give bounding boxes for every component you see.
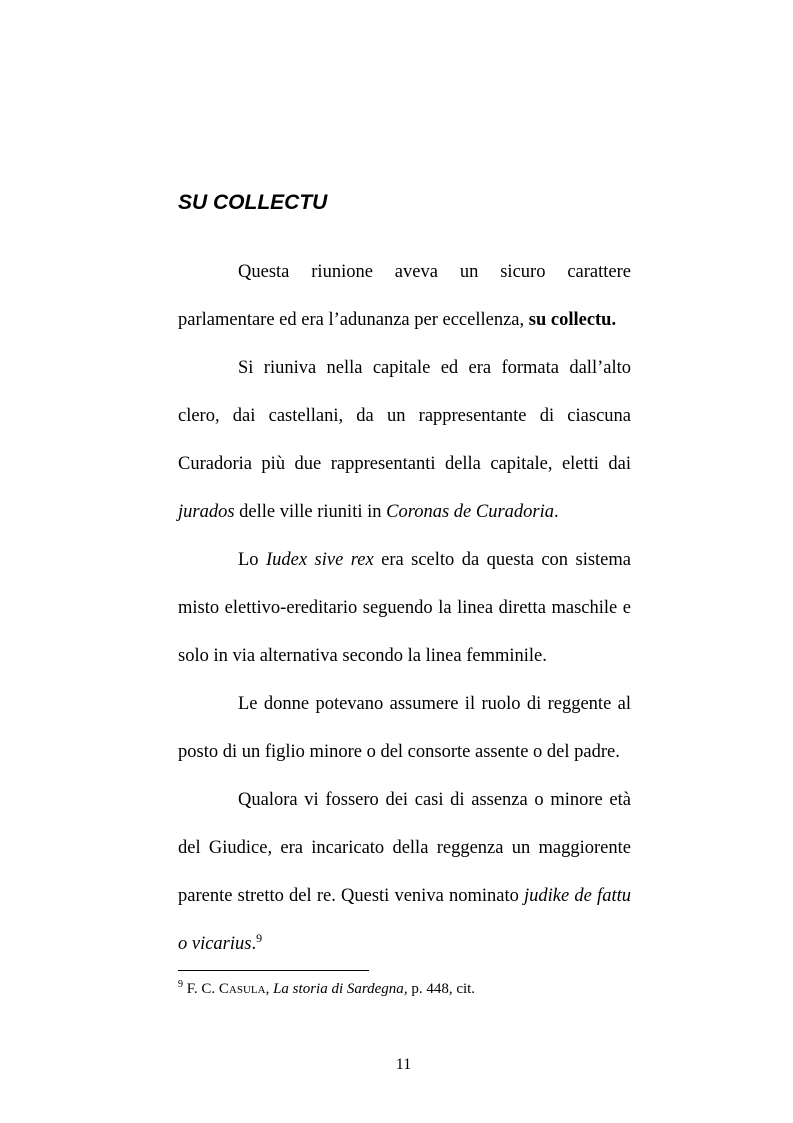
footnote-separator: [178, 970, 369, 971]
paragraph-text: era scelto da questa con sistema misto elettivo-ereditario seguendo la linea diretta maschile e solo in via alternativa secondo la linea femminile.: [178, 550, 631, 666]
paragraph-text: .: [251, 934, 257, 954]
footnote-number: 9: [178, 979, 183, 990]
paragraph-2: [178, 344, 631, 536]
paragraph-5: [178, 776, 631, 968]
paragraph-4: [178, 680, 631, 776]
footnote: [178, 979, 631, 999]
paragraph-1: [178, 248, 631, 344]
footnote-author-surname: Casula: [218, 981, 266, 997]
footnote-separator-text: ,: [265, 981, 274, 997]
italic-term: jurados: [178, 502, 235, 522]
paragraph-text: delle ville riuniti in: [234, 502, 387, 522]
page-number: 11: [395, 1056, 412, 1073]
italic-term: Coronas de Curadoria: [386, 502, 555, 522]
paragraph-text: Le donne potevano assumere il ruolo di reggente al posto di un figlio minore o del consorte assente o del padre.: [178, 694, 631, 762]
paragraph-text: Qualora vi fossero dei casi di assenza o minore età del Giudice, era incaricato della reggenza un maggiorente parente stretto del re. Questi veniva nominato: [178, 790, 631, 906]
bold-term: su collectu.: [528, 310, 617, 330]
italic-term: Iudex sive rex: [266, 550, 374, 570]
italic-term: judike de fattu o vicarius: [178, 886, 631, 954]
section-heading: SU COLLECTU: [178, 191, 328, 214]
paragraph-text: Questa riunione aveva un sicuro carattere parlamentare ed era l’adunanza per eccellenza,: [178, 262, 631, 330]
footnote-citation: , p. 448, cit.: [403, 981, 476, 997]
paragraph-text: Si riuniva nella capitale ed era formata dall’alto clero, dai castellani, da un rappresentante di ciascuna Curadoria più due rappresentanti della capitale, eletti dai: [178, 358, 631, 474]
footnote-reference: 9: [256, 930, 263, 945]
paragraph-3: [178, 536, 631, 680]
body-text: [178, 248, 631, 968]
paragraph-text: Lo: [238, 550, 266, 570]
footnote-author-initials: F. C.: [186, 981, 219, 997]
paragraph-text: .: [554, 502, 559, 522]
footnote-title: La storia di Sardegna: [273, 981, 404, 997]
